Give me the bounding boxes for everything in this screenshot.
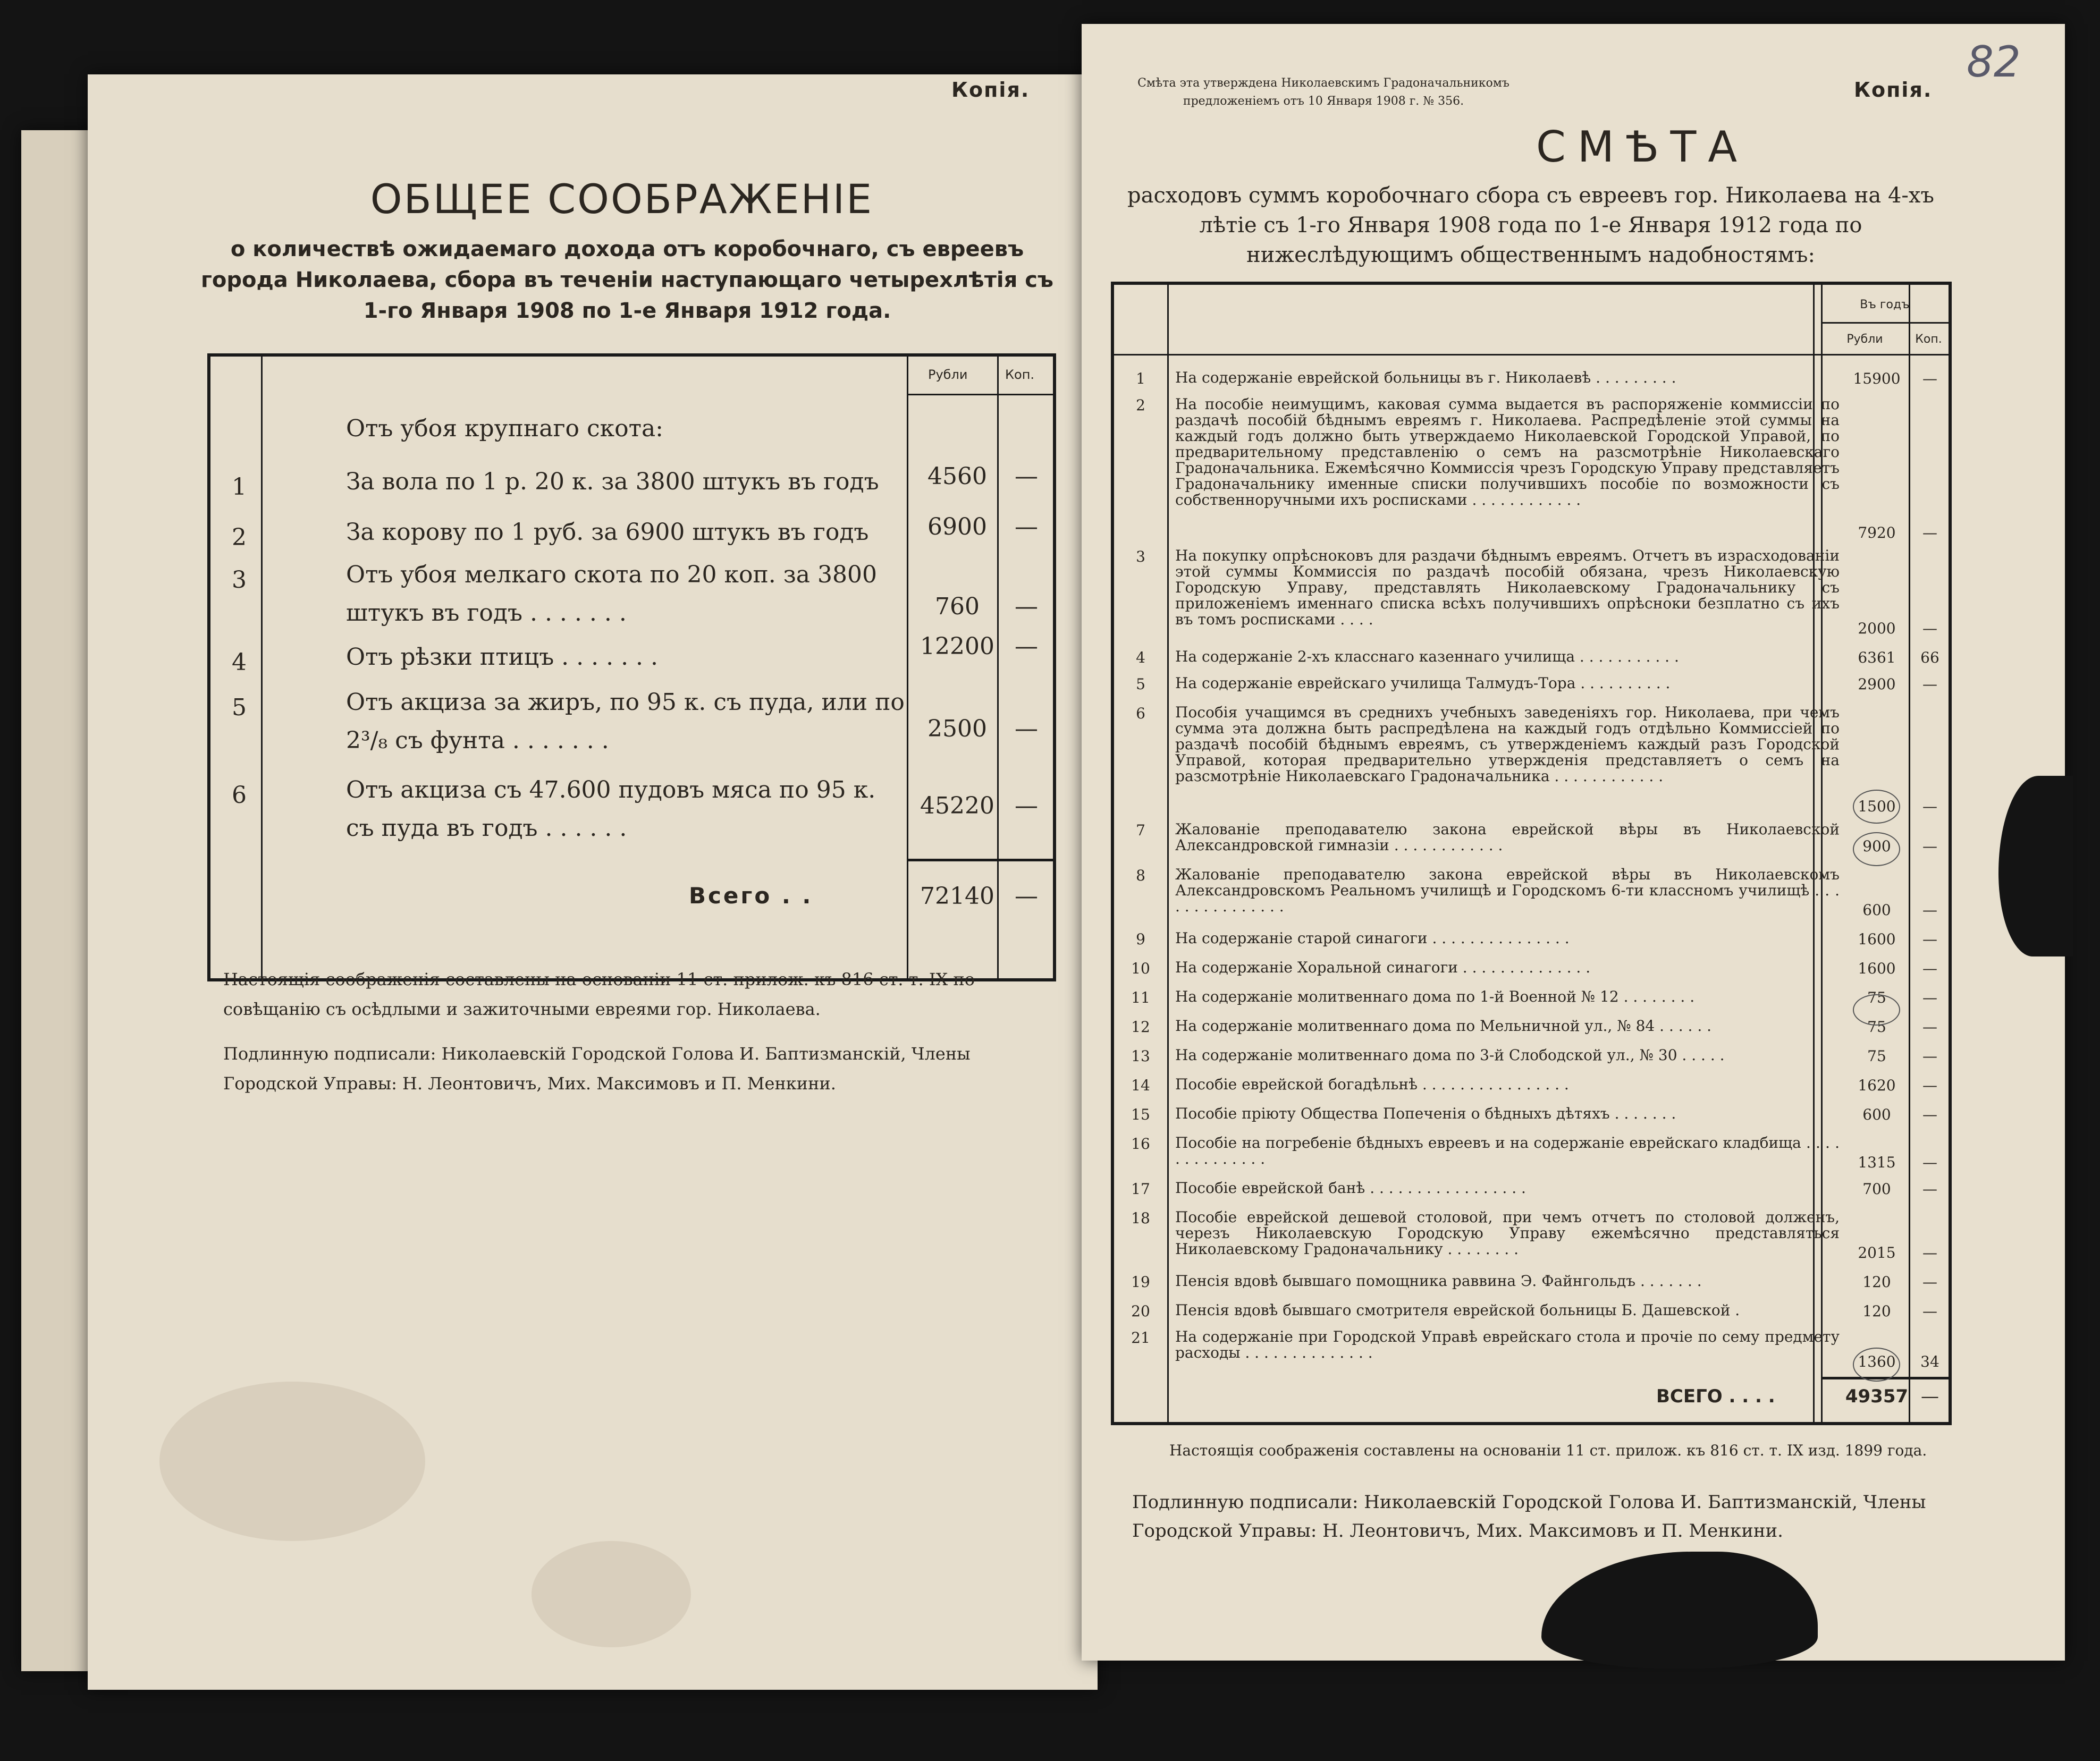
right-signatures: Подлинную подписали: Николаевскій Городской Голова И. Баптизманскій, Члены Городской Управы: Н. Леонтовичъ, Мих. Максимовъ и П. Менкини. [1132, 1492, 1926, 1542]
row-number: 1 [232, 473, 247, 501]
row-rub: 1500 [1858, 798, 1896, 815]
pencil-circle-mark [1853, 832, 1900, 866]
row-rub: 1600 [1858, 930, 1896, 948]
pencil-circle-mark [1853, 790, 1900, 824]
row-number: 21 [1131, 1329, 1150, 1347]
right-copy-label: Копія. [1854, 78, 1933, 101]
paper-stain [532, 1541, 691, 1647]
kop-column-header: Коп. [1915, 333, 1942, 346]
right-note: Настоящія соображенія составлены на основаніи 11 ст. прилож. къ 816 ст. т. IX изд. 1899 года. [1169, 1442, 1927, 1459]
row-kop: — [1922, 798, 1937, 815]
row-kop: — [1922, 989, 1937, 1006]
handwritten-sheet-number: 82 [1967, 37, 2021, 87]
income-table [207, 353, 1056, 981]
row-kop: 34 [1920, 1353, 1939, 1370]
row-text: На содержаніе Хоральной синагоги . . . . . . . . . . . . . . [1175, 959, 1591, 976]
row-kop: — [1922, 620, 1937, 637]
row-number: 19 [1131, 1273, 1150, 1291]
row-text: На содержаніе еврейскаго училища Талмудъ-Тора . . . . . . . . . . [1175, 674, 1671, 692]
approval-note: Смѣта эта утверждена Николаевскимъ Градоначальникомъ предложеніемъ отъ 10 Января 1908 г. № 356. [1137, 77, 1509, 108]
row-text: На покупку опрѣсноковъ для раздачи бѣднымъ евреямъ. Отчетъ въ израсходованіи этой суммы Коммиссія по раздачѣ пособій обязана, чрезъ Николаевскую Городскую Управу, представлять Николаевскому Градоначальнику съ приложеніемъ именнаго списка всѣхъ получившихъ опрѣсноки безплатно съ ихъ въ томъ росписками . . . . [1175, 547, 1840, 628]
expense-total-kop: — [1921, 1386, 1939, 1407]
expense-total-rub: 49357 [1845, 1386, 1909, 1407]
left-title: ОБЩЕЕ СООБРАЖЕНІЕ [370, 175, 874, 223]
row-kop: 66 [1920, 649, 1939, 666]
row-text: За вола по 1 р. 20 к. за 3800 штукъ въ годъ [346, 468, 879, 495]
income-total-rub: 72140 [920, 883, 994, 910]
expense-total-label: ВСЕГО . . . . [1656, 1386, 1775, 1407]
row-text: Отъ акциза за жиръ, по 95 к. съ пуда, или по 2³/₈ съ фунта . . . . . . . [346, 689, 905, 754]
row-kop: — [1922, 1106, 1937, 1123]
pencil-circle-mark [1853, 994, 1900, 1026]
row-rub: 120 [1862, 1302, 1891, 1320]
income-total-kop: — [1015, 883, 1038, 910]
table-divider [1167, 285, 1169, 1422]
row-number: 9 [1136, 930, 1145, 948]
row-text: Пособіе на погребеніе бѣдныхъ евреевъ и на содержаніе еврейскаго кладбища . . . . . . . . . . . . . . [1175, 1134, 1840, 1167]
row-rub: 2000 [1858, 620, 1896, 637]
row-number: 11 [1131, 989, 1150, 1006]
income-table-header [907, 357, 1053, 395]
row-rub: 1620 [1858, 1077, 1896, 1094]
row-kop: — [1015, 513, 1038, 540]
row-rub: 900 [1862, 837, 1891, 855]
row-text: Отъ рѣзки птицъ . . . . . . . [346, 644, 658, 671]
row-rub: 760 [935, 593, 980, 620]
row-kop: — [1922, 1047, 1937, 1065]
row-number: 3 [232, 566, 247, 594]
row-rub: 700 [1862, 1180, 1891, 1198]
row-kop: — [1922, 370, 1937, 387]
row-text: На содержаніе при Городской Управѣ еврейскаго стола и прочіе по сему предмету расходы . . . . . . . . . . . . . . [1175, 1328, 1840, 1361]
row-rub: 15900 [1853, 370, 1901, 387]
row-kop: — [1015, 463, 1038, 490]
row-rub: 45220 [920, 792, 994, 819]
row-kop: — [1922, 675, 1937, 693]
row-number: 8 [1136, 867, 1145, 884]
row-rub: 6900 [927, 513, 987, 540]
row-kop: — [1015, 633, 1038, 660]
row-number: 5 [232, 694, 247, 721]
row-number: 4 [1136, 649, 1145, 666]
row-kop: — [1922, 1273, 1937, 1291]
row-rub: 1360 [1858, 1353, 1896, 1370]
row-kop: — [1922, 1244, 1937, 1262]
row-text: На содержаніе 2-хъ класснаго казеннаго училища . . . . . . . . . . . [1175, 648, 1679, 665]
table-divider [1909, 285, 1910, 1422]
row-number: 3 [1136, 548, 1145, 565]
header-rule [1821, 322, 1949, 324]
row-number: 10 [1131, 960, 1150, 977]
row-number: 5 [1136, 675, 1145, 693]
pencil-circle-mark [1853, 1348, 1900, 1382]
row-text: Пособіе еврейской богадѣльнѣ . . . . . . . . . . . . . . . . [1175, 1076, 1569, 1093]
table-divider [997, 357, 999, 978]
row-text: На содержаніе молитвеннаго дома по Мельничной ул., № 84 . . . . . . [1175, 1017, 1712, 1035]
row-rub: 4560 [927, 463, 987, 490]
row-text: На содержаніе еврейской больницы въ г. Николаевѣ . . . . . . . . . [1175, 369, 1676, 386]
row-rub: 75 [1867, 1018, 1886, 1036]
row-text: Пособіе еврейской дешевой столовой, при чемъ отчетъ по столовой долженъ, черезъ Николаевскую Городскую Управу ежемѣсячно представляться Николаевскому Градоначальнику . . . . . . . . [1175, 1208, 1840, 1258]
income-total-label: Всего . . [689, 883, 813, 909]
row-number: 20 [1131, 1302, 1150, 1320]
row-text: Пособіе пріюту Общества Попеченія о бѣдныхъ дѣтяхъ . . . . . . . [1175, 1105, 1676, 1122]
row-kop: — [1922, 524, 1937, 541]
row-text: Жалованіе преподавателю закона еврейской вѣры въ Николаевской Александровской гимназіи . . . . . . . . . . . . [1175, 820, 1840, 854]
row-number: 2 [232, 524, 247, 551]
row-number: 17 [1131, 1180, 1150, 1198]
left-signatures: Подлинную подписали: Николаевскій Городской Голова И. Баптизманскій, Члены Городской Управы: Н. Леонтовичъ, Мих. Максимовъ и П. Менкини. [223, 1044, 971, 1094]
row-number: 16 [1131, 1135, 1150, 1153]
row-number: 2 [1136, 396, 1145, 414]
row-rub: 120 [1862, 1273, 1891, 1291]
row-number: 4 [232, 649, 247, 676]
row-rub: 2500 [927, 715, 987, 742]
row-text: Отъ убоя мелкаго скота по 20 коп. за 3800 штукъ въ годъ . . . . . . . [346, 561, 877, 626]
rub-column-header: Рубли [928, 367, 968, 382]
row-rub: 6361 [1858, 649, 1896, 666]
row-number: 1 [1136, 370, 1145, 387]
row-kop: — [1922, 1180, 1937, 1198]
row-text: Пособія учащимся въ среднихъ учебныхъ заведеніяхъ гор. Николаева, при чемъ сумма эта должна быть распредѣлена на каждый годъ отдѣльно Коммиссіей по раздачѣ пособій бѣднымъ евреямъ, съ утвержденіемъ каждый разъ Городской Управой, которая предварительно утвержденія представляетъ о семъ на разсмотрѣніе Николаевскаго Градоначальника . . . . . . . . . . . . [1175, 704, 1840, 785]
row-number: 6 [1136, 705, 1145, 722]
row-kop: — [1922, 930, 1937, 948]
row-text: На содержаніе старой синагоги . . . . . . . . . . . . . . . [1175, 929, 1570, 947]
row-kop: — [1922, 960, 1937, 977]
row-number: 14 [1131, 1077, 1150, 1094]
rub-column-header: Рубли [1846, 333, 1883, 346]
row-kop: — [1015, 593, 1038, 620]
per-year-header: Въ годъ [1860, 298, 1910, 311]
total-rule [907, 859, 1053, 861]
left-subtitle: о количествѣ ожидаемаго дохода отъ коробочнаго, съ евреевъ города Николаева, сбора въ теченіи наступающаго четырехлѣтія съ 1-го Января 1908 по 1-е Января 1912 года. [200, 237, 1053, 323]
row-rub: 600 [1862, 901, 1891, 919]
row-number: 6 [232, 782, 247, 809]
row-kop: — [1922, 1154, 1937, 1171]
row-text: Пенсія вдовѣ бывшаго помощника раввина Э. Файнгольдъ . . . . . . . [1175, 1272, 1702, 1290]
row-text: Пенсія вдовѣ бывшаго смотрителя еврейской больницы Б. Дашевской . [1175, 1301, 1740, 1319]
row-number: 7 [1136, 822, 1145, 839]
row-rub: 2015 [1858, 1244, 1896, 1262]
row-kop: — [1922, 901, 1937, 919]
row-text: За корову по 1 руб. за 6900 штукъ въ годъ [346, 519, 869, 546]
row-rub: 75 [1867, 1047, 1886, 1065]
row-rub: 7920 [1858, 524, 1896, 541]
row-rub: 2900 [1858, 675, 1896, 693]
right-subtitle: расходовъ суммъ коробочнаго сбора съ евреевъ гор. Николаева на 4-хъ лѣтіе съ 1-го Января 1908 года по 1-е Января 1912 года по нижеслѣдующимъ общественнымъ надобностямъ: [1127, 183, 1934, 267]
row-rub: 600 [1862, 1106, 1891, 1123]
row-text: Жалованіе преподавателю закона еврейской вѣры въ Николаевскомъ Александровскомъ Реальномъ училищѣ и Городскомъ 6-ти классномъ училищѣ . . . . . . . . . . . . . . . [1175, 866, 1840, 915]
row-rub: 75 [1867, 989, 1886, 1006]
right-title: СМѢТА [1536, 122, 1749, 172]
row-text: На содержаніе молитвеннаго дома по 1-й Военной № 12 . . . . . . . . [1175, 988, 1695, 1005]
row-rub: 1315 [1858, 1154, 1896, 1171]
row-rub: 1600 [1858, 960, 1896, 977]
row-kop: — [1922, 1018, 1937, 1036]
row-kop: — [1015, 792, 1038, 819]
row-kop: — [1015, 715, 1038, 742]
income-intro-text: Отъ убоя крупнаго скота: [346, 415, 664, 442]
expense-table [1111, 282, 1952, 1425]
paper-stain [159, 1382, 425, 1541]
row-kop: — [1922, 837, 1937, 855]
table-divider [261, 357, 263, 978]
row-number: 12 [1131, 1018, 1150, 1036]
row-text: Отъ акциза съ 47.600 пудовъ мяса по 95 к. съ пуда въ годъ . . . . . . [346, 776, 876, 842]
row-kop: — [1922, 1302, 1937, 1320]
row-kop: — [1922, 1077, 1937, 1094]
row-number: 15 [1131, 1106, 1150, 1123]
row-text: На пособіе неимущимъ, каковая сумма выдается въ распоряженіе коммиссіи по раздачѣ пособій бѣднымъ евреямъ г. Николаева. Распредѣленіе этой суммы на каждый годъ должно быть утверждаемо Николаевской Городской Управой, по предварительному представленію о семъ на разсмотрѣніе Николаевскаго Градоначальника. Ежемѣсячно Коммиссія чрезъ Городскую Управу представляетъ Градоначальнику именные списки получившихъ пособіе по возможности съ собственноручными ихъ росписками . . . . . . . . . . . . [1175, 395, 1840, 509]
kop-column-header: Коп. [1005, 367, 1035, 382]
row-rub: 12200 [920, 633, 994, 660]
row-text: На содержаніе молитвеннаго дома по 3-й Слободской ул., № 30 . . . . . [1175, 1046, 1725, 1064]
left-copy-label: Копія. [951, 78, 1030, 101]
left-note: Настоящія соображенія составлены на основаніи 11 ст. прилож. къ 816 ст. т. IX по совѣщанію съ осѣдлыми и зажиточными евреями гор. Николаева. [223, 969, 975, 1019]
header-rule [1114, 354, 1949, 355]
row-text: Пособіе еврейской банѣ . . . . . . . . . . . . . . . . . [1175, 1179, 1526, 1197]
row-number: 18 [1131, 1209, 1150, 1227]
row-number: 13 [1131, 1047, 1150, 1065]
